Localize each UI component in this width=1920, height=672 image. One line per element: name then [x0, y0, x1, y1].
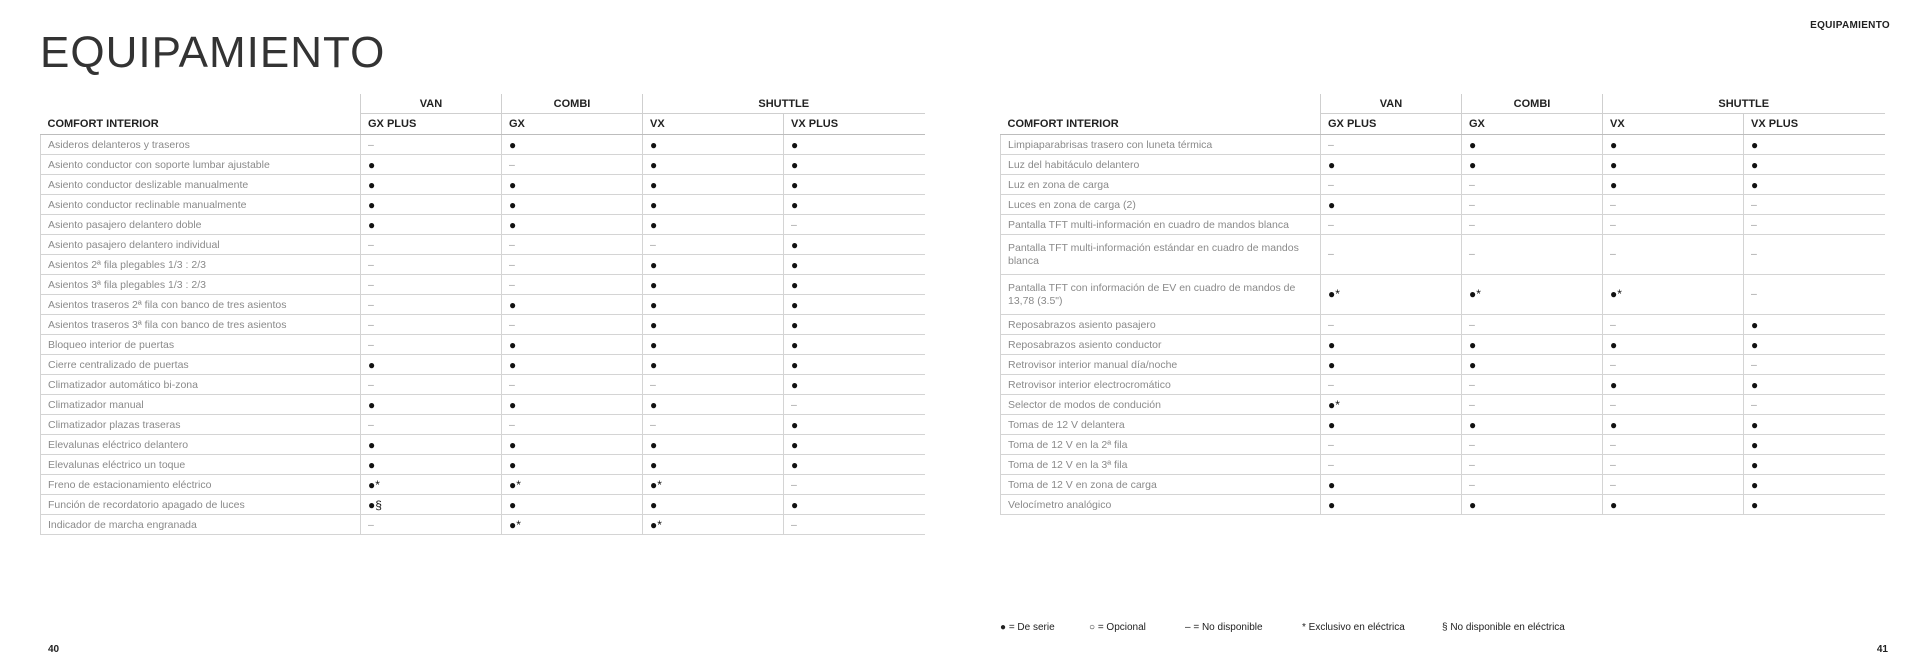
feature-value: ● [643, 175, 784, 195]
table-row [41, 435, 925, 455]
right-equipment-table [1000, 94, 1885, 515]
feature-value: ● [361, 175, 502, 195]
table-row [1001, 495, 1885, 515]
table-row [41, 375, 925, 395]
feature-value: – [643, 415, 784, 435]
page-number-left: 40 [48, 644, 60, 655]
feature-value: ● [1321, 475, 1462, 495]
feature-value: ● [784, 135, 925, 155]
feature-value: – [784, 395, 925, 415]
legend-standard: ● = De serie [1000, 622, 1055, 633]
right-table-body [1001, 135, 1885, 515]
feature-value: – [1462, 175, 1603, 195]
feature-value: ● [643, 195, 784, 215]
feature-value: ●§ [361, 495, 502, 515]
feature-label: Climatizador automático bi-zona [41, 375, 361, 395]
feature-label: Luz en zona de carga [1001, 175, 1321, 195]
feature-value: – [1462, 435, 1603, 455]
feature-label: Reposabrazos asiento conductor [1001, 335, 1321, 355]
feature-value: ● [361, 195, 502, 215]
feature-value: ●* [643, 475, 784, 495]
table-row [1001, 235, 1885, 275]
left-table-body [41, 135, 925, 535]
feature-value: ● [502, 335, 643, 355]
feature-value: ● [1321, 495, 1462, 515]
feature-label: Asientos 2ª fila plegables 1/3 : 2/3 [41, 255, 361, 275]
feature-value: ● [1744, 475, 1885, 495]
feature-label: Toma de 12 V en zona de carga [1001, 475, 1321, 495]
feature-value: – [1603, 455, 1744, 475]
feature-value: ●* [502, 515, 643, 535]
feature-value: ● [1744, 435, 1885, 455]
feature-value: – [1603, 315, 1744, 335]
table-row [41, 175, 925, 195]
feature-value: ● [643, 355, 784, 375]
feature-value: ● [1603, 335, 1744, 355]
feature-value: – [361, 135, 502, 155]
feature-label: Velocímetro analógico [1001, 495, 1321, 515]
feature-label: Luces en zona de carga (2) [1001, 195, 1321, 215]
group-van: VAN [1321, 94, 1462, 114]
section-header-label: EQUIPAMIENTO [1810, 20, 1890, 31]
feature-value: – [502, 155, 643, 175]
section-heading: COMFORT INTERIOR [41, 114, 361, 135]
feature-value: ● [1462, 135, 1603, 155]
feature-value: ● [361, 355, 502, 375]
feature-label: Asientos traseros 2ª fila con banco de tres asientos [41, 295, 361, 315]
feature-value: ● [784, 335, 925, 355]
feature-value: ● [502, 215, 643, 235]
table-row [41, 295, 925, 315]
table-row [41, 415, 925, 435]
table-row [1001, 275, 1885, 315]
table-row [1001, 455, 1885, 475]
table-row [41, 235, 925, 255]
feature-value: ● [643, 395, 784, 415]
column-gx-plus: GX PLUS [361, 114, 502, 135]
table-row [1001, 135, 1885, 155]
feature-value: ● [1462, 495, 1603, 515]
feature-value: – [1603, 195, 1744, 215]
feature-label: Asiento conductor reclinable manualmente [41, 195, 361, 215]
feature-value: – [502, 415, 643, 435]
feature-value: ● [361, 455, 502, 475]
table-row [41, 275, 925, 295]
feature-value: – [1462, 375, 1603, 395]
feature-value: ● [1603, 415, 1744, 435]
page-number-right: 41 [1876, 644, 1888, 655]
feature-value: ● [361, 215, 502, 235]
feature-value: – [502, 275, 643, 295]
left-equipment-table-block [40, 94, 925, 535]
feature-value: – [643, 235, 784, 255]
feature-label: Toma de 12 V en la 2ª fila [1001, 435, 1321, 455]
feature-value: – [361, 315, 502, 335]
feature-label: Indicador de marcha engranada [41, 515, 361, 535]
feature-value: ● [643, 255, 784, 275]
feature-value: ● [643, 495, 784, 515]
page-title: EQUIPAMIENTO [40, 28, 386, 77]
feature-value: ●* [1321, 275, 1462, 315]
table-row [1001, 315, 1885, 335]
column-gx: GX [1462, 114, 1603, 135]
feature-value: ● [1321, 155, 1462, 175]
feature-value: ● [643, 215, 784, 235]
feature-value: – [1462, 315, 1603, 335]
feature-label: Retrovisor interior electrocromático [1001, 375, 1321, 395]
feature-label: Asiento pasajero delantero individual [41, 235, 361, 255]
table-row [41, 455, 925, 475]
table-row [41, 195, 925, 215]
table-row [1001, 415, 1885, 435]
feature-value: – [502, 235, 643, 255]
feature-value: ● [643, 455, 784, 475]
feature-value: ● [1321, 195, 1462, 215]
feature-label: Selector de modos de condución [1001, 395, 1321, 415]
table-row [41, 515, 925, 535]
table-row [1001, 475, 1885, 495]
table-row [41, 395, 925, 415]
table-row [1001, 435, 1885, 455]
feature-value: – [643, 375, 784, 395]
feature-value: ● [784, 195, 925, 215]
right-equipment-table-block [1000, 94, 1885, 515]
feature-value: ● [361, 435, 502, 455]
feature-value: ● [1462, 155, 1603, 175]
feature-value: – [361, 335, 502, 355]
feature-value: – [1462, 195, 1603, 215]
feature-label: Freno de estacionamiento eléctrico [41, 475, 361, 495]
feature-value: ●* [1462, 275, 1603, 315]
blank-group-cell [1001, 94, 1321, 114]
feature-value: ● [643, 155, 784, 175]
table-row [41, 495, 925, 515]
feature-value: – [784, 515, 925, 535]
table-row [1001, 175, 1885, 195]
feature-value: – [1603, 355, 1744, 375]
feature-value: ● [1744, 135, 1885, 155]
feature-value: – [1744, 235, 1885, 275]
table-row [1001, 215, 1885, 235]
feature-label: Tomas de 12 V delantera [1001, 415, 1321, 435]
feature-value: ● [1462, 335, 1603, 355]
feature-label: Pantalla TFT con información de EV en cuadro de mandos de 13,78 (3.5") [1001, 275, 1321, 315]
feature-value: ● [502, 355, 643, 375]
feature-value: ● [502, 395, 643, 415]
table-row [41, 135, 925, 155]
feature-value: ● [643, 335, 784, 355]
feature-value: – [784, 215, 925, 235]
feature-label: Función de recordatorio apagado de luces [41, 495, 361, 515]
feature-value: ● [502, 135, 643, 155]
feature-value: – [1603, 395, 1744, 415]
feature-value: – [502, 375, 643, 395]
table-row [1001, 335, 1885, 355]
group-van: VAN [361, 94, 502, 114]
feature-value: – [1603, 235, 1744, 275]
blank-group-cell [41, 94, 361, 114]
feature-value: – [1603, 215, 1744, 235]
feature-label: Toma de 12 V en la 3ª fila [1001, 455, 1321, 475]
table-row [41, 335, 925, 355]
feature-value: – [784, 475, 925, 495]
feature-value: ●* [1603, 275, 1744, 315]
feature-value: – [361, 375, 502, 395]
feature-value: – [1321, 315, 1462, 335]
feature-value: ● [784, 415, 925, 435]
feature-value: ● [1603, 155, 1744, 175]
feature-value: ● [784, 375, 925, 395]
feature-value: – [361, 415, 502, 435]
feature-value: – [1321, 455, 1462, 475]
column-vx: VX [1603, 114, 1744, 135]
feature-label: Climatizador plazas traseras [41, 415, 361, 435]
feature-value: ● [1744, 175, 1885, 195]
feature-label: Climatizador manual [41, 395, 361, 415]
left-equipment-table [40, 94, 925, 535]
table-row [41, 475, 925, 495]
feature-label: Asiento conductor deslizable manualmente [41, 175, 361, 195]
feature-value: – [361, 235, 502, 255]
column-gx: GX [502, 114, 643, 135]
feature-label: Luz del habitáculo delantero [1001, 155, 1321, 175]
feature-value: – [1462, 455, 1603, 475]
feature-value: – [361, 255, 502, 275]
feature-value: ● [643, 135, 784, 155]
feature-value: – [1321, 135, 1462, 155]
feature-label: Asientos 3ª fila plegables 1/3 : 2/3 [41, 275, 361, 295]
feature-value: ● [1321, 335, 1462, 355]
feature-value: ● [502, 495, 643, 515]
feature-value: ● [1744, 415, 1885, 435]
feature-value: ● [643, 295, 784, 315]
feature-value: ● [502, 195, 643, 215]
table-row [1001, 155, 1885, 175]
feature-value: – [361, 295, 502, 315]
feature-value: – [502, 255, 643, 275]
feature-value: ● [1603, 135, 1744, 155]
legend-not-available: – = No disponible [1185, 622, 1263, 633]
feature-value: – [1744, 275, 1885, 315]
table-row [1001, 395, 1885, 415]
feature-label: Asientos traseros 3ª fila con banco de tres asientos [41, 315, 361, 335]
feature-label: Pantalla TFT multi-información en cuadro de mandos blanca [1001, 215, 1321, 235]
group-combi: COMBI [1462, 94, 1603, 114]
feature-value: – [1744, 355, 1885, 375]
table-row [1001, 375, 1885, 395]
feature-value: – [1603, 475, 1744, 495]
feature-value: ● [1744, 495, 1885, 515]
feature-value: – [1744, 195, 1885, 215]
feature-value: ● [1744, 335, 1885, 355]
feature-value: ● [784, 455, 925, 475]
group-shuttle: SHUTTLE [1603, 94, 1885, 114]
legend-optional: ○ = Opcional [1089, 622, 1146, 633]
table-row [41, 355, 925, 375]
feature-value: ● [1603, 375, 1744, 395]
feature-value: – [1321, 235, 1462, 275]
feature-value: ●* [1321, 395, 1462, 415]
feature-value: ● [784, 355, 925, 375]
table-row [41, 215, 925, 235]
feature-value: – [1462, 215, 1603, 235]
feature-value: – [1321, 215, 1462, 235]
feature-value: ● [784, 255, 925, 275]
feature-value: ● [784, 295, 925, 315]
feature-label: Cierre centralizado de puertas [41, 355, 361, 375]
table-row [41, 315, 925, 335]
feature-value: ● [643, 435, 784, 455]
feature-value: – [361, 275, 502, 295]
feature-value: ● [784, 175, 925, 195]
feature-value: ● [502, 295, 643, 315]
section-heading: COMFORT INTERIOR [1001, 114, 1321, 135]
table-row [41, 155, 925, 175]
feature-value: ● [361, 155, 502, 175]
feature-value: ● [784, 275, 925, 295]
table-row [41, 255, 925, 275]
feature-label: Reposabrazos asiento pasajero [1001, 315, 1321, 335]
feature-value: ● [784, 235, 925, 255]
feature-value: ● [1603, 495, 1744, 515]
column-vx: VX [643, 114, 784, 135]
feature-value: ● [784, 435, 925, 455]
feature-value: – [1462, 395, 1603, 415]
group-shuttle: SHUTTLE [643, 94, 925, 114]
feature-value: – [1744, 215, 1885, 235]
feature-value: ● [1603, 175, 1744, 195]
feature-value: ● [1321, 415, 1462, 435]
feature-label: Elevalunas eléctrico delantero [41, 435, 361, 455]
feature-label: Pantalla TFT multi-información estándar en cuadro de mandos blanca [1001, 235, 1321, 275]
feature-label: Retrovisor interior manual día/noche [1001, 355, 1321, 375]
feature-value: ●* [643, 515, 784, 535]
feature-value: ● [1744, 455, 1885, 475]
feature-value: ● [502, 435, 643, 455]
feature-value: ● [784, 315, 925, 335]
column-vx-plus: VX PLUS [784, 114, 925, 135]
group-combi: COMBI [502, 94, 643, 114]
feature-value: ● [361, 395, 502, 415]
feature-value: ● [643, 275, 784, 295]
feature-value: ● [1744, 375, 1885, 395]
feature-value: – [1603, 435, 1744, 455]
feature-value: – [1321, 435, 1462, 455]
feature-value: – [1321, 175, 1462, 195]
feature-value: – [1321, 375, 1462, 395]
legend-electric-exclusive: * Exclusivo en eléctrica [1302, 622, 1405, 633]
feature-value: ● [1462, 415, 1603, 435]
feature-label: Limpiaparabrisas trasero con luneta térmica [1001, 135, 1321, 155]
feature-label: Elevalunas eléctrico un toque [41, 455, 361, 475]
feature-value: ● [502, 175, 643, 195]
feature-value: ● [1462, 355, 1603, 375]
feature-value: – [1744, 395, 1885, 415]
feature-value: ● [643, 315, 784, 335]
feature-value: ●* [361, 475, 502, 495]
legend-not-available-electric: § No disponible en eléctrica [1442, 622, 1565, 633]
feature-value: – [502, 315, 643, 335]
feature-label: Asiento conductor con soporte lumbar ajustable [41, 155, 361, 175]
feature-value: ● [1744, 315, 1885, 335]
feature-value: ●* [502, 475, 643, 495]
feature-value: ● [1744, 155, 1885, 175]
feature-value: – [361, 515, 502, 535]
table-row [1001, 355, 1885, 375]
table-row [1001, 195, 1885, 215]
feature-label: Asiento pasajero delantero doble [41, 215, 361, 235]
feature-value: ● [784, 155, 925, 175]
feature-value: – [1462, 475, 1603, 495]
feature-label: Bloqueo interior de puertas [41, 335, 361, 355]
feature-value: ● [502, 455, 643, 475]
feature-label: Asideros delanteros y traseros [41, 135, 361, 155]
column-gx-plus: GX PLUS [1321, 114, 1462, 135]
feature-value: – [1462, 235, 1603, 275]
feature-value: ● [1321, 355, 1462, 375]
feature-value: ● [784, 495, 925, 515]
column-vx-plus: VX PLUS [1744, 114, 1885, 135]
